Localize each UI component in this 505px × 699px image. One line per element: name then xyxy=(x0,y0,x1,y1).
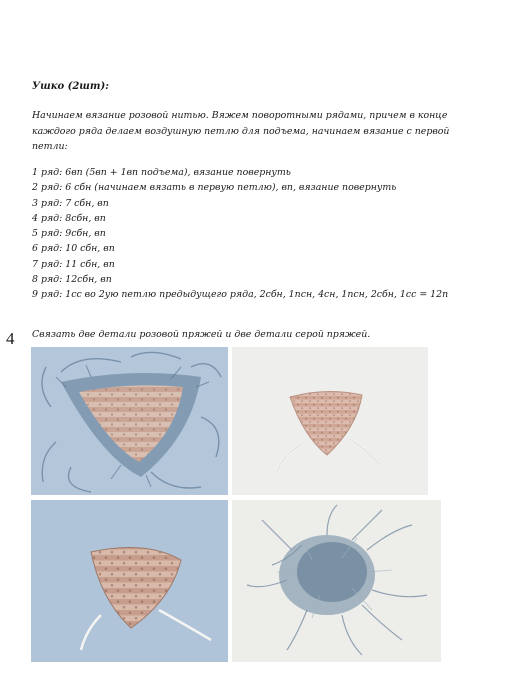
row-instruction-8: 8 ряд: 12сбн, вп xyxy=(32,274,112,286)
row-instruction-4: 4 ряд: 8сбн, вп xyxy=(32,212,106,224)
row-instruction-6: 6 ряд: 10 сбн, вп xyxy=(32,243,115,255)
step-number: 4 xyxy=(6,329,15,348)
row-instruction-3: 3 ряд: 7 сбн, вп xyxy=(32,197,109,209)
step-text: Связать две детали розовой пряжей и две детали серой пряжей. xyxy=(32,329,371,340)
row-instruction-5: 5 ряд: 9сбн, вп xyxy=(32,228,106,240)
intro-paragraph: Начинаем вязание розовой нитью. Вяжем поворотными рядами, причем в конце каждого ряда делаем воздушную петлю для подъема, начинаем вязание с первой петли: xyxy=(32,110,450,152)
row-instructions-list xyxy=(32,165,487,303)
photo-pink-ear-piece xyxy=(232,347,428,495)
row-instruction-2: 2 ряд: 6 сбн (начинаем вязать в первую петлю), вп, вязание повернуть xyxy=(32,182,397,194)
photo-grey-fluffy-ear xyxy=(232,500,441,662)
row-instruction-1: 1 ряд: 6вп (5вп + 1вп подъема), вязание повернуть xyxy=(32,167,291,178)
section-title: Ушко (2шт): xyxy=(32,81,109,92)
photo-pink-ear-on-blue xyxy=(31,500,228,662)
photo-pink-ear-with-blue-fluff xyxy=(31,347,228,495)
row-instruction-9: 9 ряд: 1сс во 2ую петлю предыдущего ряда, 2сбн, 1псн, 4сн, 1псн, 2сбн, 1сс = 12п xyxy=(32,289,449,301)
row-instruction-7: 7 ряд: 11 сбн, вп xyxy=(32,258,115,270)
